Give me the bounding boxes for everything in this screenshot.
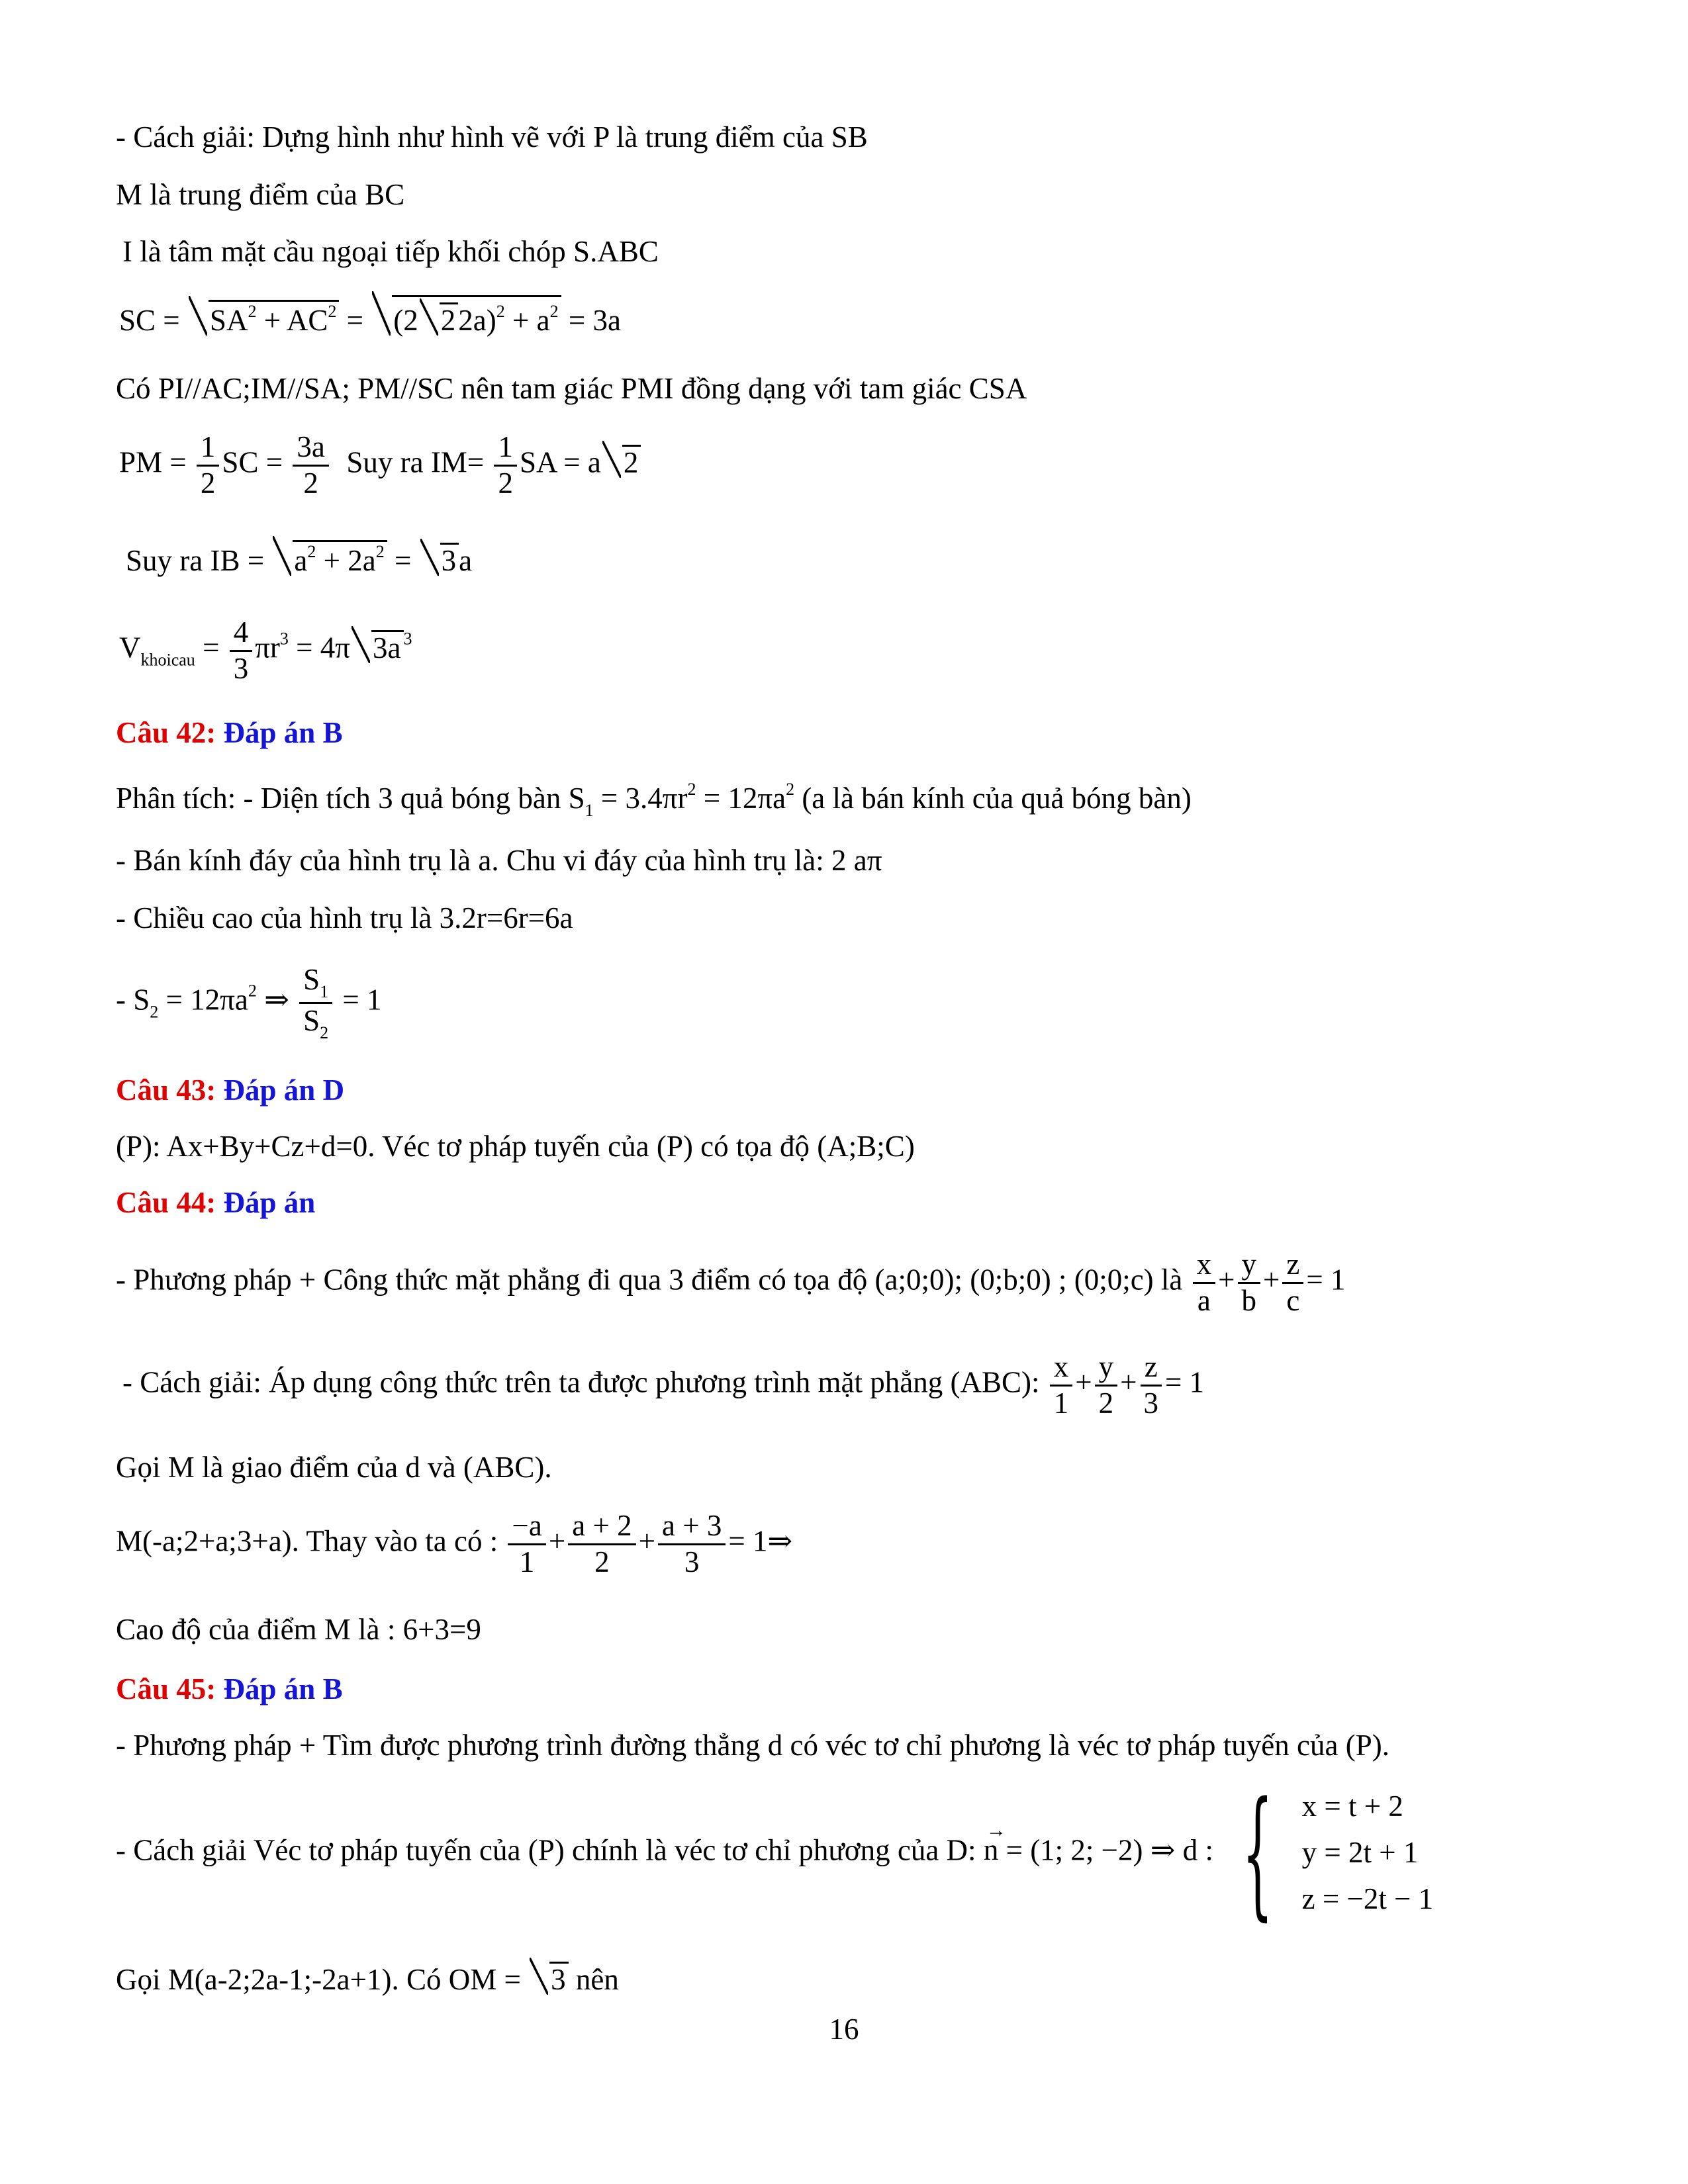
- formula-plane-abc: - Cách giải: Áp dụng công thức trên ta được phương trình mặt phẳng (ABC): $\frac{x}{1}$ + $\frac{y}{2}$ + $\frac{z}{3}$ = 1: [122, 1350, 1205, 1420]
- formula-sc: SC = $SA^2 + AC^2 = (2$ $22a)^2 + a^2 = 3a$: [119, 291, 621, 336]
- line-goi-m-om: Gọi M(a-2;2a-1;-2a+1). Có OM = 3 nên: [116, 1958, 619, 1995]
- formula-volume: $V_{khoicau}$ = $\frac{4}{3}$ $\pi r^3 = 4\pi$ 3a $^3$: [119, 615, 412, 685]
- line-cach-giai: - Cách giải: Dựng hình như hình vẽ với P là trung điểm của SB: [116, 120, 868, 154]
- heading-cau-42: Câu 42: Đáp án B: [116, 716, 343, 749]
- formula-pm-im: PM = $\frac{1}{2}$ SC = $\frac{3a}{2}$ Suy ra IM= $\frac{1}{2}$ SA = a 2: [119, 430, 641, 501]
- line-plane-eq: (P): Ax+By+Cz+d=0. Véc tơ pháp tuyến của (P) có tọa độ (A;B;C): [116, 1130, 915, 1163]
- line-m-trung-diem: M là trung điểm của BC: [116, 178, 405, 211]
- line-phuong-phap-45: - Phương pháp + Tìm được phương trình đường thẳng d có véc tơ chỉ phương là véc tơ pháp tuyến của (P).: [116, 1729, 1389, 1762]
- line-cao-do: Cao độ của điểm M là : 6+3=9: [116, 1613, 481, 1646]
- line-tam-mat-cau: I là tâm mặt cầu ngoại tiếp khối chóp S.ABC: [122, 235, 659, 268]
- formula-line-d: - Cách giải Véc tơ pháp tuyến của (P) chính là véc tơ chỉ phương của D: → n = (1; 2; −2) ⇒ d : { x = t + 2 y = 2t + 1 z = −2t − 1: [116, 1772, 1434, 1934]
- line-ban-kinh: - Bán kính đáy của hình trụ là a. Chu vi đáy của hình trụ là: 2 aπ: [116, 844, 882, 877]
- heading-cau-45: Câu 45: Đáp án B: [116, 1672, 343, 1706]
- line-co-pi-ac: Có PI//AC;IM//SA; PM//SC nên tam giác PMI đồng dạng với tam giác CSA: [116, 372, 1027, 405]
- heading-cau-43: Câu 43: Đáp án D: [116, 1073, 345, 1107]
- page-number: 16: [829, 2013, 859, 2046]
- line-phan-tich: Phân tích: - Diện tích 3 quả bóng bàn $S_1 = 3.4\pi r^2 = 12\pi a^2$ (a là bán kính của quả bóng bàn): [116, 780, 1192, 820]
- line-chieu-cao: - Chiều cao của hình trụ là 3.2r=6r=6a: [116, 901, 573, 934]
- formula-s2: - $S_2 = 12\pi a^2$ ⇒ $\frac{S_1}{S_2}$ = 1: [116, 963, 382, 1042]
- formula-thay-vao: M(-a;2+a;3+a). Thay vào ta có : $\frac{-a}{1}$ + $\frac{a + 2}{2}$ + $\frac{a + 3}{3}$ = 1⇒: [116, 1509, 793, 1578]
- formula-plane-intercept: - Phương pháp + Công thức mặt phẳng đi qua 3 điểm có tọa độ (a;0;0); (0;b;0) ; (0;0;c) là $\frac{x}{a}$ + $\frac{y}{b}$ + $\frac{z}{c}$ = 1: [116, 1248, 1346, 1317]
- formula-ib: Suy ra IB = $a^2 + 2a^2 = 3a$: [126, 536, 472, 576]
- heading-cau-44: Câu 44: Đáp án: [116, 1186, 316, 1219]
- line-goi-m: Gọi M là giao điểm của d và (ABC).: [116, 1451, 552, 1484]
